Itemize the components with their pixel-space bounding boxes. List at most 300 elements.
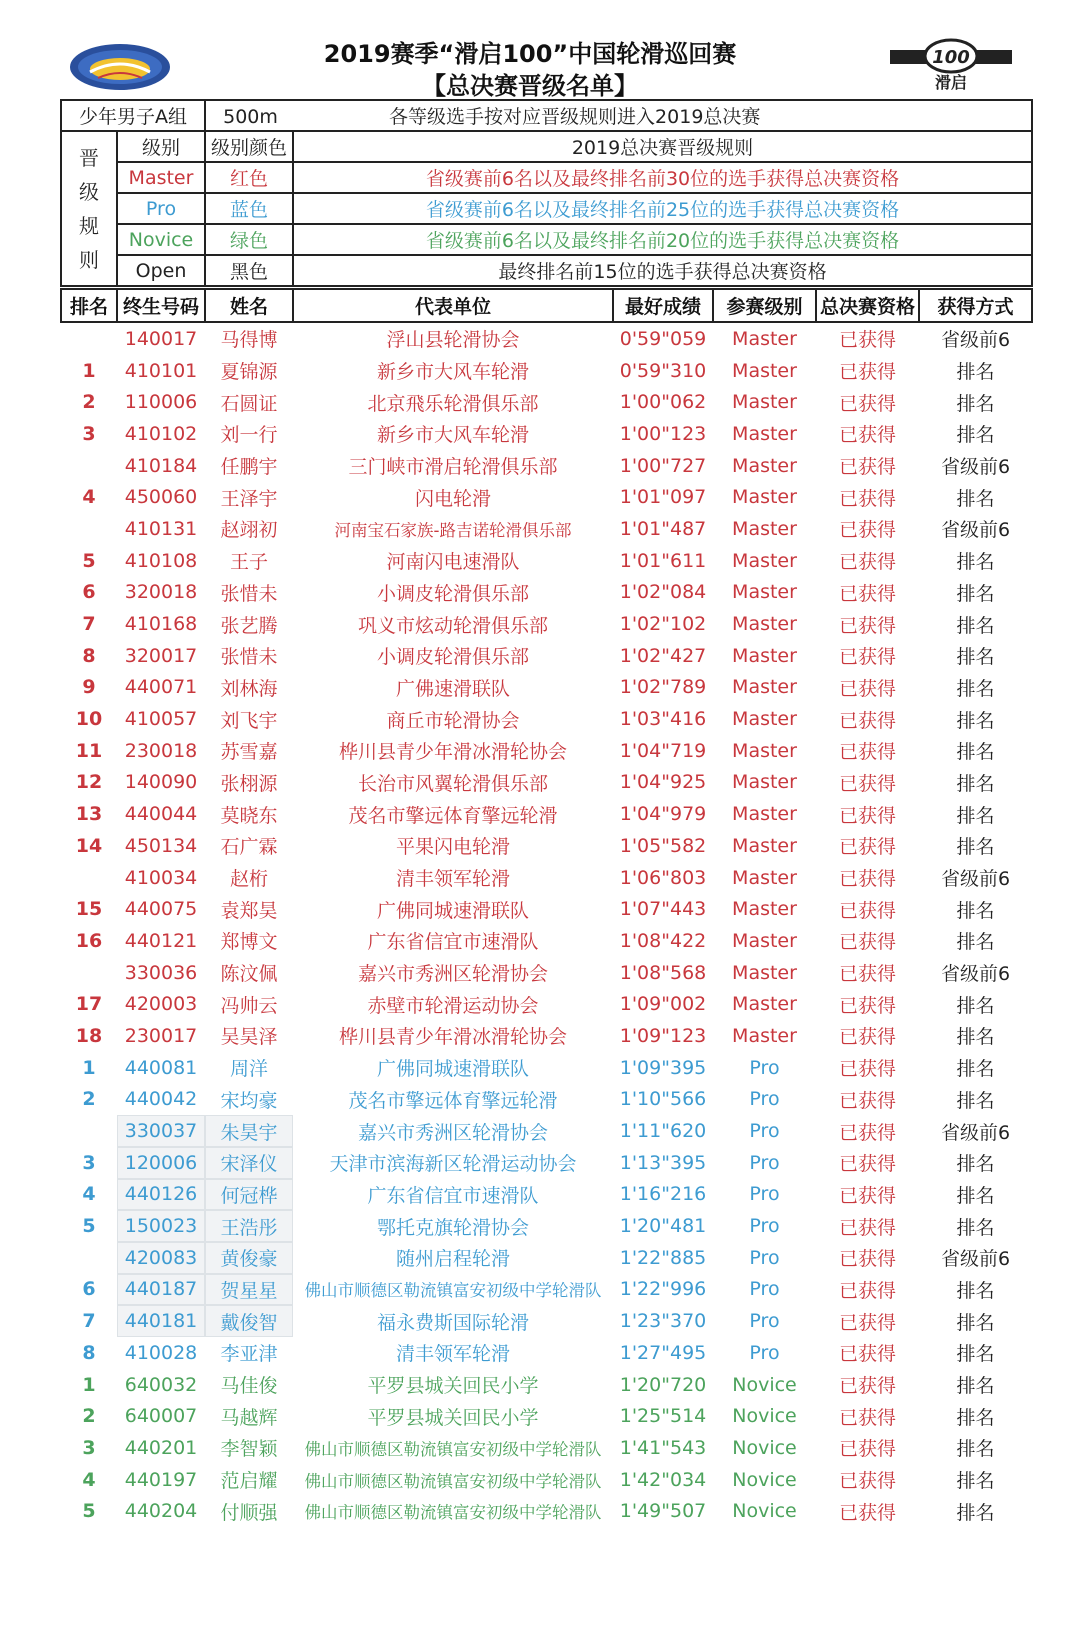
row-best-time: 1'04"979 <box>619 803 707 826</box>
table-row <box>61 1400 1032 1432</box>
level-name: Open <box>117 255 205 286</box>
row-method: 排名 <box>956 836 995 859</box>
row-qualification: 已获得 <box>838 1279 896 1302</box>
row-method: 排名 <box>956 1153 995 1176</box>
row-athlete-name: 戴俊智 <box>205 1305 293 1337</box>
row-athlete-id: 140090 <box>124 771 198 794</box>
row-qualification: 已获得 <box>838 709 896 732</box>
row-qualification: 已获得 <box>838 963 896 986</box>
row-method: 排名 <box>956 772 995 795</box>
row-qualification: 已获得 <box>838 741 896 764</box>
row-unit: 闪电轮滑 <box>414 487 491 510</box>
row-athlete-id: 230018 <box>124 739 198 762</box>
row-method: 排名 <box>956 1058 995 1081</box>
level-color-name: 红色 <box>205 162 293 193</box>
row-unit: 广佛同城速滑联队 <box>376 899 529 922</box>
row-unit: 佛山市顺德区勒流镇富安初级中学轮滑队 <box>304 1503 602 1523</box>
table-row <box>61 767 1032 799</box>
table-row <box>61 1020 1032 1052</box>
table-row <box>61 1274 1032 1306</box>
row-athlete-name: 张艺腾 <box>220 614 278 637</box>
row-method: 排名 <box>956 1216 995 1239</box>
row-level: Master <box>732 676 797 699</box>
row-rank: 16 <box>75 929 103 952</box>
row-method: 排名 <box>956 1470 995 1493</box>
row-best-time: 1'00"062 <box>619 391 707 414</box>
group-label: 少年男子A组 <box>61 100 205 131</box>
row-method: 排名 <box>956 1343 995 1366</box>
row-unit: 桦川县青少年滑冰滑轮协会 <box>338 741 567 764</box>
row-qualification: 已获得 <box>838 519 896 542</box>
row-athlete-id: 410131 <box>124 517 198 540</box>
logo-number: 100 <box>932 47 970 68</box>
table-row <box>61 830 1032 862</box>
level-row-open <box>61 255 1032 286</box>
row-athlete-name: 马得博 <box>220 329 278 352</box>
level-color-name: 黑色 <box>205 255 293 286</box>
row-unit: 赤壁市轮滑运动协会 <box>367 994 539 1017</box>
row-qualification: 已获得 <box>838 614 896 637</box>
row-rank <box>61 1242 117 1274</box>
row-athlete-id: 440071 <box>124 676 198 699</box>
row-rank: 2 <box>82 1405 96 1428</box>
row-rank: 2 <box>82 391 96 414</box>
info-row <box>61 100 1032 131</box>
row-qualification: 已获得 <box>838 1343 896 1366</box>
row-method: 排名 <box>956 646 995 669</box>
row-method: 排名 <box>956 361 995 384</box>
row-rank: 15 <box>75 898 103 921</box>
row-method: 排名 <box>956 582 995 605</box>
row-best-time: 1'08"422 <box>619 929 707 952</box>
table-row <box>61 1210 1032 1242</box>
row-athlete-id: 440121 <box>124 929 198 952</box>
row-athlete-name: 刘林海 <box>220 677 278 700</box>
rules-table <box>60 99 1033 287</box>
row-qualification: 已获得 <box>838 1026 896 1049</box>
row-best-time: 1'25"514 <box>619 1405 707 1428</box>
row-athlete-name: 袁郑昊 <box>220 899 278 922</box>
row-qualification: 已获得 <box>838 1248 896 1271</box>
results-table <box>60 288 1033 1527</box>
row-level: Pro <box>749 1120 780 1143</box>
row-best-time: 1'00"123 <box>619 422 707 445</box>
row-best-time: 1'42"034 <box>619 1468 707 1491</box>
row-athlete-name: 吴昊泽 <box>220 1026 278 1049</box>
row-rank: 11 <box>75 739 103 762</box>
row-unit: 小调皮轮滑俱乐部 <box>376 646 529 669</box>
row-qualification: 已获得 <box>838 804 896 827</box>
header-best-time: 最好成绩 <box>613 289 713 322</box>
row-athlete-name: 任鹏宇 <box>220 456 278 479</box>
row-athlete-id: 410057 <box>124 708 198 731</box>
row-athlete-id: 440075 <box>124 898 198 921</box>
row-unit: 茂名市擎远体育擎远轮滑 <box>348 1089 558 1112</box>
row-level: Master <box>732 486 797 509</box>
row-method: 排名 <box>956 804 995 827</box>
row-method: 排名 <box>956 931 995 954</box>
table-row <box>61 672 1032 704</box>
row-qualification: 已获得 <box>838 1153 896 1176</box>
row-unit: 河南宝石家族-路吉诺轮滑俱乐部 <box>334 520 572 540</box>
rule-note: 各等级选手按对应晋级规则进入2019总决赛 <box>389 106 761 128</box>
row-rank: 13 <box>75 803 103 826</box>
row-best-time: 1'22"996 <box>619 1278 707 1301</box>
row-unit: 佛山市顺德区勒流镇富安初级中学轮滑队 <box>304 1439 602 1459</box>
row-best-time: 1'22"885 <box>619 1246 707 1269</box>
row-athlete-name: 陈汶佩 <box>220 963 278 986</box>
table-row <box>61 1495 1032 1527</box>
row-best-time: 1'07"443 <box>619 898 707 921</box>
row-athlete-id: 320017 <box>124 644 198 667</box>
row-level: Master <box>732 1024 797 1047</box>
row-unit: 嘉兴市秀洲区轮滑协会 <box>357 1121 548 1144</box>
row-athlete-id: 420003 <box>124 993 198 1016</box>
row-unit: 新乡市大风车轮滑 <box>376 361 529 384</box>
row-best-time: 1'06"803 <box>619 866 707 889</box>
row-rank <box>61 513 117 545</box>
table-row <box>61 450 1032 482</box>
document-header <box>0 0 1080 98</box>
row-athlete-id: 440187 <box>117 1274 205 1306</box>
row-level: Master <box>732 898 797 921</box>
level-color-name: 蓝色 <box>205 193 293 224</box>
row-unit: 桦川县青少年滑冰滑轮协会 <box>338 1026 567 1049</box>
row-athlete-name: 赵翊初 <box>220 519 278 542</box>
row-level: Pro <box>749 1183 780 1206</box>
row-unit: 新乡市大风车轮滑 <box>376 424 529 447</box>
row-unit: 三门峡市滑启轮滑俱乐部 <box>348 456 558 479</box>
row-method: 排名 <box>956 1089 995 1112</box>
row-level: Pro <box>749 1246 780 1269</box>
row-athlete-name: 李亚津 <box>220 1343 278 1366</box>
table-row <box>61 577 1032 609</box>
row-level: Master <box>732 993 797 1016</box>
row-athlete-id: 410108 <box>124 549 198 572</box>
row-athlete-id: 640032 <box>124 1373 198 1396</box>
row-qualification: 已获得 <box>838 582 896 605</box>
row-rank <box>61 862 117 894</box>
level-name: Novice <box>117 224 205 255</box>
row-athlete-id: 420083 <box>117 1242 205 1274</box>
row-best-time: 1'05"582 <box>619 834 707 857</box>
row-unit: 随州启程轮滑 <box>395 1248 510 1271</box>
row-athlete-id: 140017 <box>124 327 198 350</box>
row-unit: 浮山县轮滑协会 <box>386 329 520 352</box>
row-best-time: 1'49"507 <box>619 1500 707 1523</box>
row-level: Master <box>732 961 797 984</box>
row-rank: 7 <box>82 1310 96 1333</box>
row-level: Pro <box>749 1215 780 1238</box>
level-name: Pro <box>117 193 205 224</box>
row-athlete-id: 120006 <box>117 1147 205 1179</box>
table-row <box>61 418 1032 450</box>
row-best-time: 1'00"727 <box>619 454 707 477</box>
row-best-time: 1'02"084 <box>619 581 707 604</box>
row-method: 排名 <box>956 709 995 732</box>
row-best-time: 1'01"487 <box>619 517 707 540</box>
row-level: Pro <box>749 1056 780 1079</box>
row-qualification: 已获得 <box>838 931 896 954</box>
row-rank: 3 <box>82 1436 96 1459</box>
level-rule: 省级赛前6名以及最终排名前20位的选手获得总决赛资格 <box>293 224 1032 255</box>
row-athlete-name: 石圆证 <box>220 392 278 415</box>
row-level: Pro <box>749 1151 780 1174</box>
row-unit: 清丰领军轮滑 <box>395 1343 510 1366</box>
row-method: 排名 <box>956 392 995 415</box>
rules-side-label <box>61 131 117 286</box>
row-athlete-id: 410168 <box>124 613 198 636</box>
row-athlete-id: 440044 <box>124 803 198 826</box>
level-color-name: 绿色 <box>205 224 293 255</box>
row-qualification: 已获得 <box>838 677 896 700</box>
table-row <box>61 988 1032 1020</box>
row-athlete-id: 440201 <box>124 1436 198 1459</box>
level-rule: 省级赛前6名以及最终排名前25位的选手获得总决赛资格 <box>293 193 1032 224</box>
row-method: 排名 <box>956 1438 995 1461</box>
row-method: 省级前6 <box>940 963 1011 986</box>
row-method: 排名 <box>956 1311 995 1334</box>
row-athlete-id: 450134 <box>124 834 198 857</box>
row-unit: 佛山市顺德区勒流镇富安初级中学轮滑队 <box>304 1281 602 1301</box>
row-athlete-name: 郑博文 <box>220 931 278 954</box>
row-rank: 4 <box>82 1468 96 1491</box>
table-row <box>61 1084 1032 1116</box>
row-athlete-id: 320018 <box>124 581 198 604</box>
row-rank: 3 <box>82 422 96 445</box>
table-row <box>61 1369 1032 1401</box>
row-athlete-name: 范启耀 <box>220 1470 278 1493</box>
row-qualification: 已获得 <box>838 1311 896 1334</box>
rules-side-char: 规 <box>79 213 99 238</box>
row-qualification: 已获得 <box>838 329 896 352</box>
row-rank: 8 <box>82 1341 96 1364</box>
row-best-time: 1'09"395 <box>619 1056 707 1079</box>
row-best-time: 1'08"568 <box>619 961 707 984</box>
table-row <box>61 862 1032 894</box>
row-rank: 7 <box>82 613 96 636</box>
left-logo-emblem <box>68 42 172 92</box>
page-subtitle: 【总决赛晋级名单】 <box>422 72 638 100</box>
row-athlete-name: 马越辉 <box>220 1406 278 1429</box>
row-unit: 天津市滨海新区轮滑运动协会 <box>329 1153 577 1176</box>
row-level: Master <box>732 866 797 889</box>
row-rank: 1 <box>82 1056 96 1079</box>
row-unit: 巩义市炫动轮滑俱乐部 <box>357 614 548 637</box>
row-athlete-id: 410184 <box>124 454 198 477</box>
row-athlete-name: 王泽宇 <box>220 487 278 510</box>
row-best-time: 1'20"720 <box>619 1373 707 1396</box>
row-rank <box>61 1115 117 1147</box>
row-athlete-name: 黄俊豪 <box>205 1242 293 1274</box>
row-qualification: 已获得 <box>838 899 896 922</box>
row-athlete-id: 330036 <box>124 961 198 984</box>
level-row-novice <box>61 224 1032 255</box>
row-athlete-id: 410028 <box>124 1341 198 1364</box>
row-qualification: 已获得 <box>838 361 896 384</box>
row-best-time: 1'23"370 <box>619 1310 707 1333</box>
table-row <box>61 1305 1032 1337</box>
row-level: Novice <box>732 1405 797 1428</box>
row-level: Master <box>732 929 797 952</box>
row-rank: 5 <box>82 549 96 572</box>
row-level: Master <box>732 517 797 540</box>
row-method: 排名 <box>956 424 995 447</box>
row-rank: 9 <box>82 676 96 699</box>
row-unit: 福永费斯国际轮滑 <box>376 1311 529 1334</box>
row-best-time: 1'20"481 <box>619 1215 707 1238</box>
row-athlete-name: 朱昊宇 <box>205 1115 293 1147</box>
row-qualification: 已获得 <box>838 1501 896 1524</box>
row-method: 省级前6 <box>940 519 1011 542</box>
row-athlete-id: 440181 <box>117 1305 205 1337</box>
row-best-time: 1'27"495 <box>619 1341 707 1364</box>
row-rank: 14 <box>75 834 103 857</box>
row-level: Pro <box>749 1341 780 1364</box>
level-row-master <box>61 162 1032 193</box>
row-best-time: 1'02"427 <box>619 644 707 667</box>
row-rank: 5 <box>82 1215 96 1238</box>
row-method: 省级前6 <box>940 329 1011 352</box>
row-athlete-name: 冯帅云 <box>220 994 278 1017</box>
row-level: Master <box>732 581 797 604</box>
row-rank: 12 <box>75 771 103 794</box>
row-method: 排名 <box>956 994 995 1017</box>
row-athlete-name: 贺星星 <box>205 1274 293 1306</box>
header-level: 参赛级别 <box>713 289 816 322</box>
row-best-time: 1'04"719 <box>619 739 707 762</box>
table-row <box>61 1052 1032 1084</box>
distance-note-cell <box>205 100 1032 131</box>
row-method: 排名 <box>956 1406 995 1429</box>
row-unit: 长治市风翼轮滑俱乐部 <box>357 772 548 795</box>
table-row <box>61 893 1032 925</box>
row-qualification: 已获得 <box>838 1438 896 1461</box>
row-level: Pro <box>749 1310 780 1333</box>
row-athlete-id: 410102 <box>124 422 198 445</box>
row-best-time: 1'16"216 <box>619 1183 707 1206</box>
row-athlete-name: 马佳俊 <box>220 1375 278 1398</box>
row-unit: 广东省信宜市速滑队 <box>367 931 539 954</box>
row-qualification: 已获得 <box>838 1184 896 1207</box>
row-athlete-id: 440197 <box>124 1468 198 1491</box>
row-best-time: 1'09"002 <box>619 993 707 1016</box>
row-method: 省级前6 <box>940 868 1011 891</box>
row-method: 排名 <box>956 1375 995 1398</box>
row-qualification: 已获得 <box>838 1121 896 1144</box>
row-rank: 18 <box>75 1024 103 1047</box>
row-best-time: 1'09"123 <box>619 1024 707 1047</box>
table-row <box>61 640 1032 672</box>
row-athlete-id: 440081 <box>124 1056 198 1079</box>
row-athlete-name: 赵桁 <box>229 868 268 891</box>
row-rank <box>61 450 117 482</box>
row-unit: 商丘市轮滑协会 <box>386 709 520 732</box>
row-method: 省级前6 <box>940 1121 1011 1144</box>
table-row <box>61 925 1032 957</box>
row-qualification: 已获得 <box>838 392 896 415</box>
col-level-header: 级别 <box>117 131 205 162</box>
distance-label: 500m <box>223 106 278 128</box>
row-rank: 4 <box>82 486 96 509</box>
row-unit: 广佛速滑联队 <box>395 677 510 700</box>
table-row <box>61 703 1032 735</box>
row-qualification: 已获得 <box>838 994 896 1017</box>
table-row <box>61 1242 1032 1274</box>
row-qualification: 已获得 <box>838 1470 896 1493</box>
level-row-pro <box>61 193 1032 224</box>
row-best-time: 1'02"789 <box>619 676 707 699</box>
col-rule-header: 2019总决赛晋级规则 <box>293 131 1032 162</box>
row-best-time: 1'01"611 <box>619 549 707 572</box>
row-method: 排名 <box>956 614 995 637</box>
header-id: 终生号码 <box>117 289 205 322</box>
row-level: Novice <box>732 1500 797 1523</box>
table-row <box>61 1115 1032 1147</box>
row-athlete-id: 230017 <box>124 1024 198 1047</box>
row-athlete-name: 张惜未 <box>220 582 278 605</box>
row-athlete-id: 110006 <box>124 391 198 414</box>
row-athlete-name: 刘飞宇 <box>220 709 278 732</box>
level-rule: 最终排名前15位的选手获得总决赛资格 <box>293 255 1032 286</box>
table-row <box>61 1147 1032 1179</box>
row-athlete-name: 张惜未 <box>220 646 278 669</box>
row-rank: 4 <box>82 1183 96 1206</box>
row-unit: 平罗县城关回民小学 <box>367 1406 539 1429</box>
row-qualification: 已获得 <box>838 1406 896 1429</box>
row-unit: 北京飛乐轮滑俱乐部 <box>367 392 539 415</box>
row-level: Master <box>732 708 797 731</box>
level-rule: 省级赛前6名以及最终排名前30位的选手获得总决赛资格 <box>293 162 1032 193</box>
header-method: 获得方式 <box>919 289 1032 322</box>
row-athlete-id: 410034 <box>124 866 198 889</box>
row-athlete-name: 宋均豪 <box>220 1089 278 1112</box>
row-athlete-id: 410101 <box>124 359 198 382</box>
row-athlete-name: 李智颖 <box>220 1438 278 1461</box>
row-athlete-name: 刘一行 <box>220 424 278 447</box>
row-level: Master <box>732 644 797 667</box>
row-best-time: 1'02"102 <box>619 613 707 636</box>
row-method: 排名 <box>956 1184 995 1207</box>
table-row <box>61 355 1032 387</box>
row-level: Novice <box>732 1436 797 1459</box>
row-level: Master <box>732 834 797 857</box>
row-rank: 6 <box>82 1278 96 1301</box>
row-level: Pro <box>749 1278 780 1301</box>
rules-side-char: 则 <box>79 247 99 272</box>
row-qualification: 已获得 <box>838 551 896 574</box>
header-unit: 代表单位 <box>293 289 613 322</box>
row-athlete-name: 张栩源 <box>220 772 278 795</box>
row-method: 排名 <box>956 1026 995 1049</box>
row-athlete-name: 苏雪嘉 <box>220 741 278 764</box>
row-best-time: 1'10"566 <box>619 1088 707 1111</box>
row-qualification: 已获得 <box>838 772 896 795</box>
table-row <box>61 545 1032 577</box>
row-level: Master <box>732 613 797 636</box>
table-row <box>61 386 1032 418</box>
row-athlete-id: 440126 <box>117 1179 205 1211</box>
row-qualification: 已获得 <box>838 1375 896 1398</box>
row-unit: 嘉兴市秀洲区轮滑协会 <box>357 963 548 986</box>
row-level: Master <box>732 327 797 350</box>
header-qualification: 总决赛资格 <box>816 289 919 322</box>
row-level: Master <box>732 549 797 572</box>
table-row <box>61 608 1032 640</box>
row-athlete-id: 450060 <box>124 486 198 509</box>
row-unit: 广东省信宜市速滑队 <box>367 1184 539 1207</box>
table-row <box>61 1432 1032 1464</box>
